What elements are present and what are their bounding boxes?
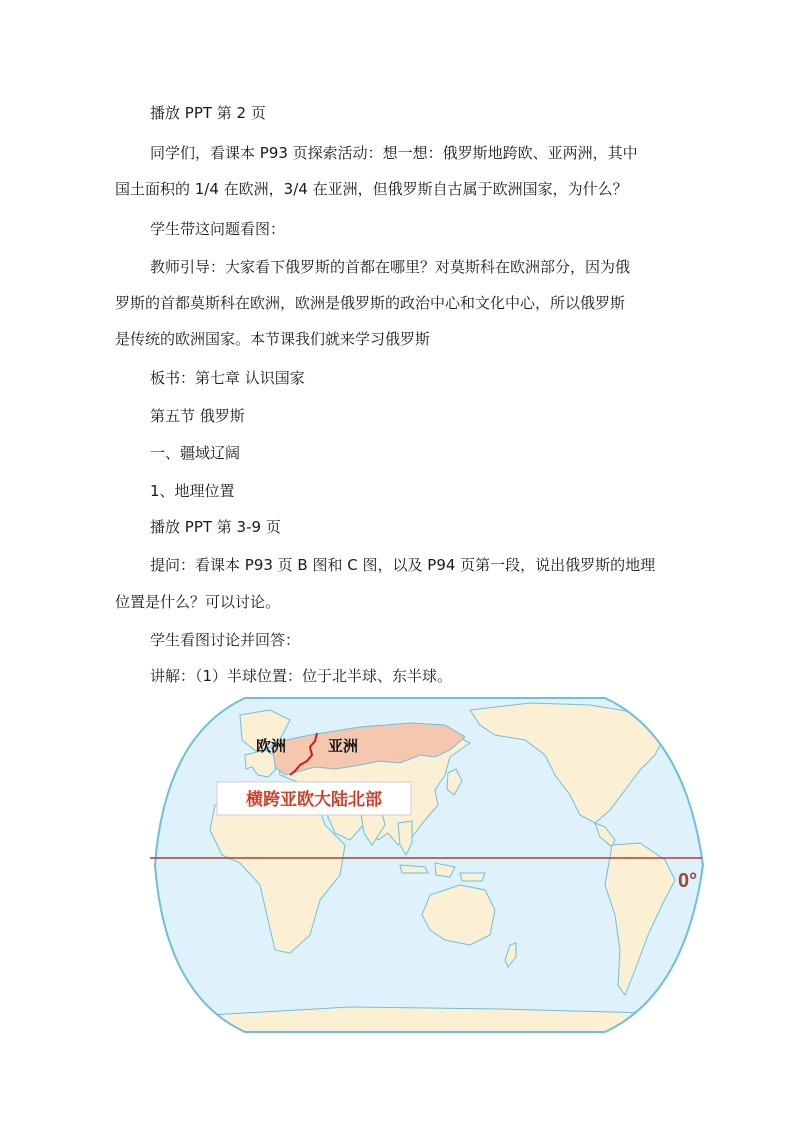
- world-map: [150, 695, 710, 1035]
- world-map-figure: [150, 695, 710, 1035]
- text-line: 播放 PPT 第 3-9 页: [150, 518, 281, 536]
- label-europe: 欧洲: [256, 737, 287, 755]
- equator-label: 0°: [678, 870, 698, 892]
- text-line: 讲解：（1）半球位置：位于北半球、东半球。: [150, 667, 453, 685]
- text-line: 教师引导：大家看下俄罗斯的首都在哪里？对莫斯科在欧洲部分，因为俄: [150, 258, 631, 276]
- subsection-heading: 1、地理位置: [150, 482, 235, 500]
- section-heading: 一、疆域辽阔: [150, 444, 241, 462]
- text-line: 位置是什么？可以讨论。: [115, 593, 281, 611]
- text-line: 学生带这问题看图：: [150, 220, 286, 238]
- text-line: 同学们，看课本 P93 页探索活动：想一想：俄罗斯地跨欧、亚两洲，其中: [150, 144, 638, 162]
- text-line: 播放 PPT 第 2 页: [150, 104, 266, 122]
- text-line: 第五节 俄罗斯: [150, 407, 245, 425]
- text-line: 是传统的欧洲国家。本节课我们就来学习俄罗斯: [115, 330, 431, 348]
- text-line: 罗斯的首都莫斯科在欧洲，欧洲是俄罗斯的政治中心和文化中心，所以俄罗斯: [115, 294, 626, 312]
- caption-text: 横跨亚欧大陆北部: [246, 790, 382, 810]
- text-line: 板书：第七章 认识国家: [150, 369, 305, 387]
- text-line: 国土面积的 1/4 在欧洲，3/4 在亚洲，但俄罗斯自古属于欧洲国家，为什么？: [115, 180, 628, 198]
- text-line: 提问：看课本 P93 页 B 图和 C 图，以及 P94 页第一段，说出俄罗斯的地理: [150, 556, 656, 574]
- label-asia: 亚洲: [328, 737, 359, 755]
- text-line: 学生看图讨论并回答：: [150, 631, 301, 649]
